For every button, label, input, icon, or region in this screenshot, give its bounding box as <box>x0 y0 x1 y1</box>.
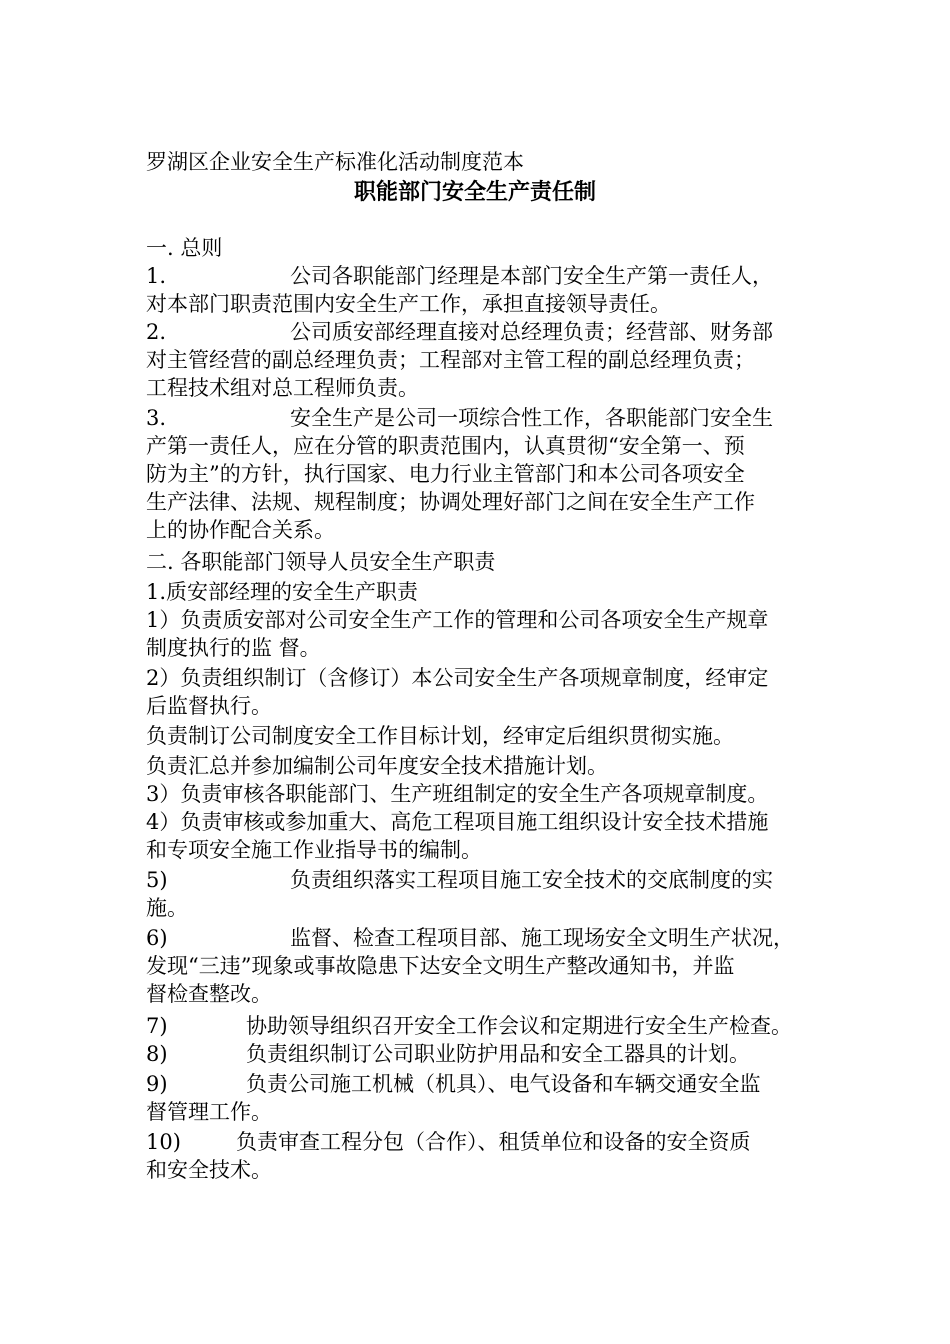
paragraph-line <box>146 752 608 780</box>
line-text: 后监督执行。 <box>146 694 272 718</box>
section-heading <box>146 548 495 576</box>
line-text: 负责汇总并参加编制公司年度安全技术措施计划。 <box>146 754 608 778</box>
line-text: 公司质安部经理直接对总经理负责；经营部、财务部 <box>290 320 773 344</box>
line-text: 监督、检查工程项目部、施工现场安全文明生产状况， <box>290 926 794 950</box>
line-text: 负责制订公司制度安全工作目标计划，经审定后组织贯彻实施。 <box>146 724 734 748</box>
line-text: 3）负责审核各职能部门、生产班组制定的安全生产各项规章制度。 <box>146 782 769 806</box>
line-text: 负责审查工程分包（合作）、租赁单位和设备的安全资质 <box>236 1130 751 1154</box>
item-number: 9) <box>146 1072 168 1096</box>
paragraph-line <box>146 780 768 808</box>
paragraph-line <box>146 346 755 374</box>
line-text: 和专项安全施工作业指导书的编制。 <box>146 838 482 862</box>
line-text: 生产法律、法规、规程制度；协调处理好部门之间在安全生产工作 <box>146 490 755 514</box>
paragraph-line <box>146 606 768 634</box>
paragraph-line <box>146 952 734 980</box>
line-text: 负责组织制订公司职业防护用品和安全工器具的计划。 <box>246 1042 750 1066</box>
item-number: 3. <box>146 406 167 430</box>
paragraph-line <box>146 1070 761 1098</box>
line-text: 协助领导组织召开安全工作会议和定期进行安全生产检查。 <box>246 1014 792 1038</box>
paragraph-line <box>146 262 773 290</box>
paragraph-line <box>146 516 335 544</box>
line-text: 公司各职能部门经理是本部门安全生产第一责任人， <box>290 264 773 288</box>
line-text: 1.质安部经理的安全生产职责 <box>146 580 419 604</box>
item-number: 1. <box>146 264 167 288</box>
paragraph-line <box>146 980 272 1008</box>
line-text: 二. 各职能部门领导人员安全生产职责 <box>146 550 496 574</box>
paragraph-line <box>146 460 745 488</box>
paragraph-line <box>146 634 321 662</box>
line-text: 督管理工作。 <box>146 1100 272 1124</box>
paragraph-line <box>146 318 773 346</box>
line-text: 工程技术组对总工程师负责。 <box>146 376 419 400</box>
paragraph-line <box>146 404 773 432</box>
line-text: 4）负责审核或参加重大、高危工程项目施工组织设计安全技术措施 <box>146 810 769 834</box>
paragraph-line <box>146 488 755 516</box>
item-number: 7) <box>146 1014 168 1038</box>
line-text: 负责公司施工机械（机具）、电气设备和车辆交通安全监 <box>246 1072 761 1096</box>
paragraph-line <box>146 1012 792 1040</box>
main-heading: 职能部门安全生产责任制 <box>353 179 596 205</box>
paragraph-line <box>146 894 188 922</box>
item-number: 8) <box>146 1042 168 1066</box>
line-text: 发现“三违”现象或事故隐患下达安全文明生产整改通知书，并监 <box>146 954 735 978</box>
paragraph-line <box>146 836 482 864</box>
paragraph-line <box>146 722 734 750</box>
line-text: 负责组织落实工程项目施工安全技术的交底制度的实 <box>290 868 773 892</box>
item-number: 2. <box>146 320 167 344</box>
item-number: 6) <box>146 926 168 950</box>
item-number: 5) <box>146 868 168 892</box>
item-number: 10) <box>146 1130 181 1154</box>
paragraph-line <box>146 692 272 720</box>
line-text: 督检查整改。 <box>146 982 272 1006</box>
line-text: 防为主”的方针，执行国家、电力行业主管部门和本公司各项安全 <box>146 462 745 486</box>
paragraph-line <box>146 924 794 952</box>
line-text: 施。 <box>146 896 188 920</box>
paragraph-line <box>146 1128 751 1156</box>
line-text: 安全生产是公司一项综合性工作，各职能部门安全生 <box>290 406 773 430</box>
section-heading <box>146 234 222 262</box>
line-text: 2）负责组织制订（含修订）本公司安全生产各项规章制度，经审定 <box>146 666 769 690</box>
document-title: 罗湖区企业安全生产标准化活动制度范本 <box>146 150 524 174</box>
line-text: 和安全技术。 <box>146 1158 272 1182</box>
paragraph-line <box>146 866 773 894</box>
line-text: 对本部门职责范围内安全生产工作，承担直接领导责任。 <box>146 292 671 316</box>
line-text: 对主管经营的副总经理负责；工程部对主管工程的副总经理负责； <box>146 348 755 372</box>
paragraph-line <box>146 290 671 318</box>
line-text: 上的协作配合关系。 <box>146 518 335 542</box>
subsection-heading <box>146 578 418 606</box>
paragraph-line <box>146 1098 272 1126</box>
line-text: 制度执行的监 督。 <box>146 636 321 660</box>
line-text: 1）负责质安部对公司安全生产工作的管理和公司各项安全生产规章 <box>146 608 769 632</box>
paragraph-line <box>146 808 768 836</box>
line-text: 产第一责任人，应在分管的职责范围内，认真贯彻“安全第一、预 <box>146 434 745 458</box>
paragraph-line <box>146 1156 272 1184</box>
paragraph-line <box>146 1040 750 1068</box>
paragraph-line <box>146 664 768 692</box>
line-text: 一. 总则 <box>146 236 223 260</box>
paragraph-line <box>146 374 419 402</box>
paragraph-line <box>146 432 745 460</box>
